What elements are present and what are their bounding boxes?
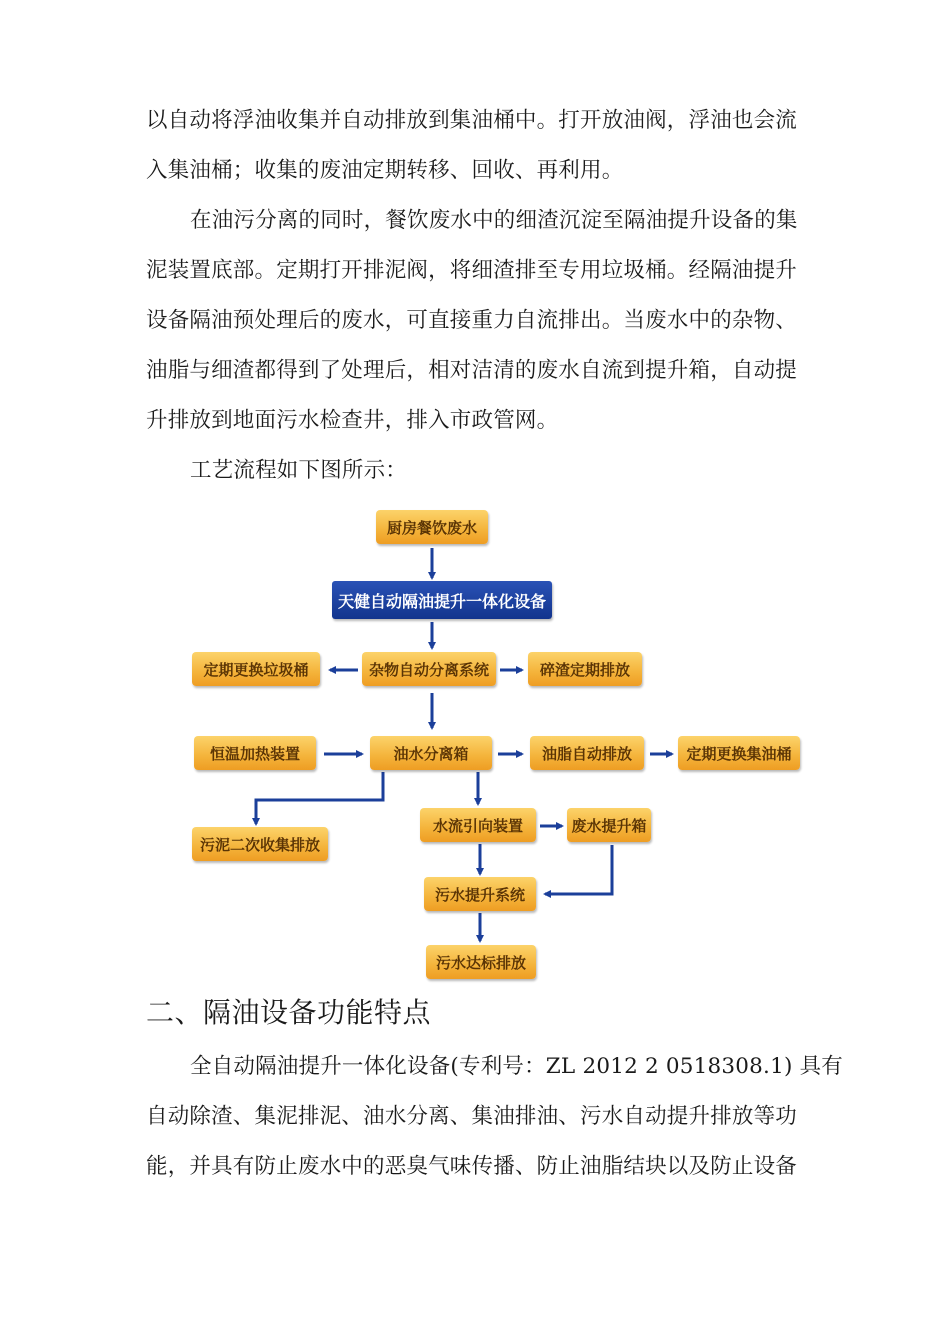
flow-box-residue: 碎渣定期排放	[528, 652, 642, 686]
flow-box-discharge: 污水达标排放	[426, 945, 536, 979]
flow-box-oilwater: 油水分离箱	[370, 736, 492, 770]
flow-box-separation: 杂物自动分离系统	[362, 652, 496, 686]
paragraph-line: 泥装置底部。定期打开排泥阀，将细渣排至专用垃圾桶。经隔油提升	[146, 258, 798, 283]
paragraph-line: 以自动将浮油收集并自动排放到集油桶中。打开放油阀，浮油也会流	[146, 108, 798, 133]
arrow-liftbox-liftsys	[545, 845, 612, 894]
paragraph-line: 在油污分离的同时，餐饮废水中的细渣沉淀至隔油提升设备的集	[190, 208, 798, 233]
paragraph-line: 设备隔油预处理后的废水，可直接重力自流排出。当废水中的杂物、	[146, 308, 798, 333]
flow-box-sludge: 污泥二次收集排放	[192, 827, 328, 861]
flow-box-kitchen-wastewater: 厨房餐饮废水	[376, 510, 488, 544]
paragraph-line: 全自动隔油提升一体化设备(专利号：ZL 2012 2 0518308.1) 具有	[190, 1054, 843, 1079]
flow-box-bin: 定期更换垃圾桶	[192, 652, 320, 686]
paragraph-line: 入集油桶；收集的废油定期转移、回收、再利用。	[146, 158, 624, 183]
flow-box-grease: 油脂自动排放	[530, 736, 644, 770]
flow-box-liftsys: 污水提升系统	[424, 877, 536, 911]
section-heading: 二、隔油设备功能特点	[146, 996, 432, 1029]
paragraph-line: 油脂与细渣都得到了处理后，相对洁清的废水自流到提升箱，自动提	[146, 358, 798, 383]
flow-box-liftbox: 废水提升箱	[567, 808, 651, 842]
flow-box-oilbucket: 定期更换集油桶	[678, 736, 800, 770]
flow-box-guide: 水流引向装置	[420, 808, 536, 842]
paragraph-line: 自动除渣、集泥排泥、油水分离、集油排油、污水自动提升排放等功	[146, 1104, 798, 1129]
paragraph-line: 工艺流程如下图所示：	[190, 458, 408, 483]
paragraph-line: 升排放到地面污水检查井，排入市政管网。	[146, 408, 559, 433]
paragraph-line: 能，并具有防止废水中的恶臭气味传播、防止油脂结块以及防止设备	[146, 1154, 798, 1179]
arrow-oilwater-sludge	[256, 772, 383, 824]
flow-box-heater: 恒温加热装置	[194, 736, 316, 770]
flow-box-device: 天健自动隔油提升一体化设备	[332, 581, 552, 619]
